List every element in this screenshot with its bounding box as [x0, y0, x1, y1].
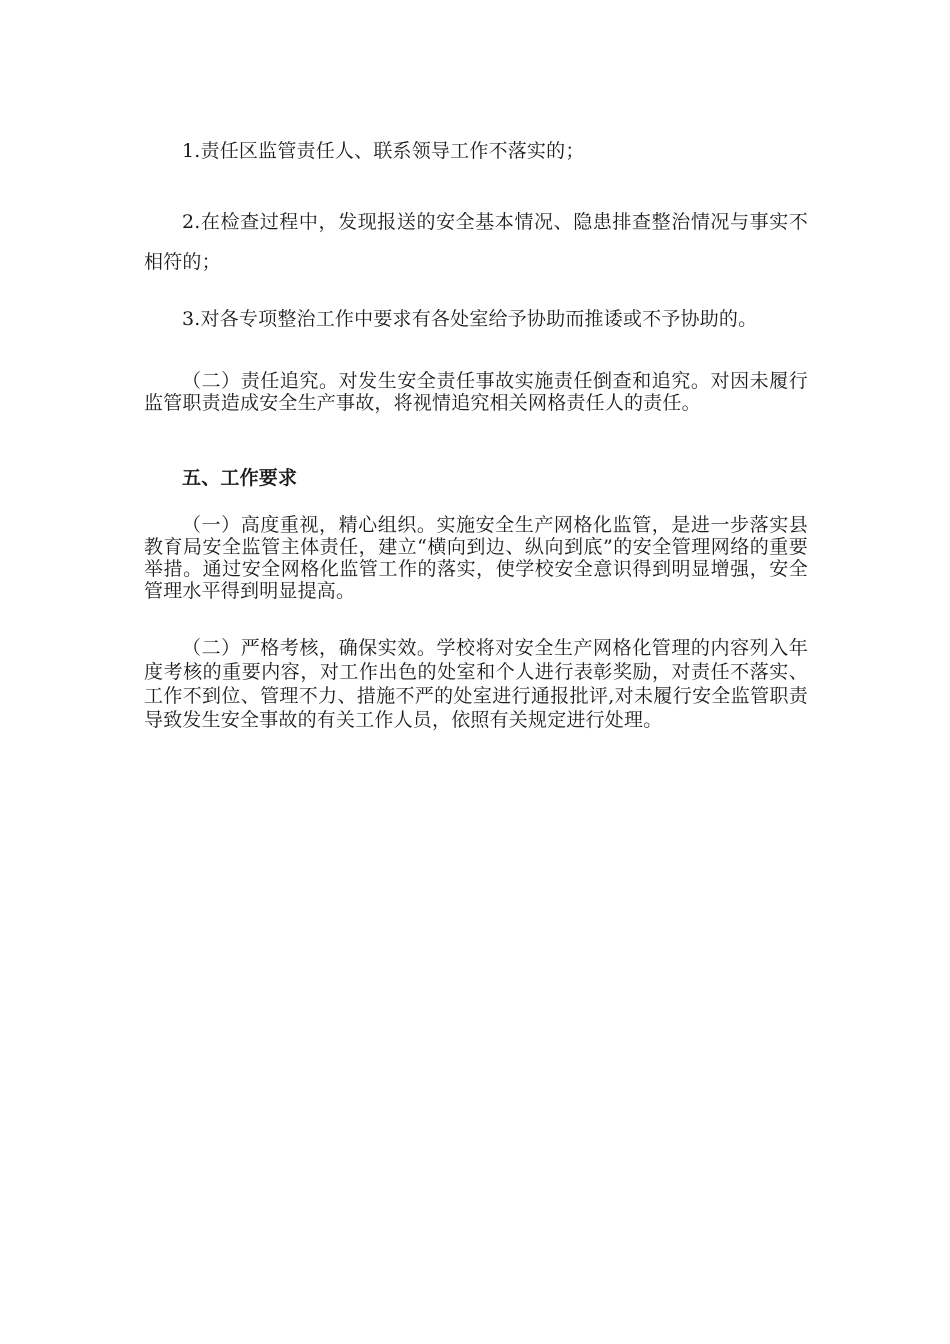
list-item-2: 2.在检查过程中，发现报送的安全基本情况、隐患排查整治情况与事实不相符的；	[144, 211, 808, 273]
section-heading: 五、工作要求	[182, 467, 298, 489]
paragraph-responsibility: （二）责任追究。对发生安全责任事故实施责任倒查和追究。对因未履行监管职责造成安全生产事故，将视情追究相关网格责任人的责任。	[144, 370, 808, 414]
paragraph-requirement-1: （一）高度重视，精心组织。实施安全生产网格化监管，是进一步落实县教育局安全监管主体责任，建立“横向到边、纵向到底”的安全管理网络的重要举措。通过安全网格化监管工作的落实，使学校安全意识得到明显增强，安全管理水平得到明显提高。	[144, 514, 808, 602]
paragraph-requirement-2	[144, 636, 808, 732]
list-item-3: 3.对各专项整治工作中要求有各处室给予协助而推诿或不予协助的。	[182, 308, 758, 330]
paragraph-requirement-2-text: （二）严格考核，确保实效。学校将对安全生产网格化管理的内容列入年度考核的重要内容，对工作出色的处室和个人进行表彰奖励，对责任不落实、工作不到位、管理不力、措施不严的处室进行通报批评,对未履行安全监管职责导致发生安全事故的有关工作人员，依照有关规定进行处理。	[144, 637, 808, 731]
list-item-1: 1.责任区监管责任人、联系领导工作不落实的；	[182, 140, 585, 162]
